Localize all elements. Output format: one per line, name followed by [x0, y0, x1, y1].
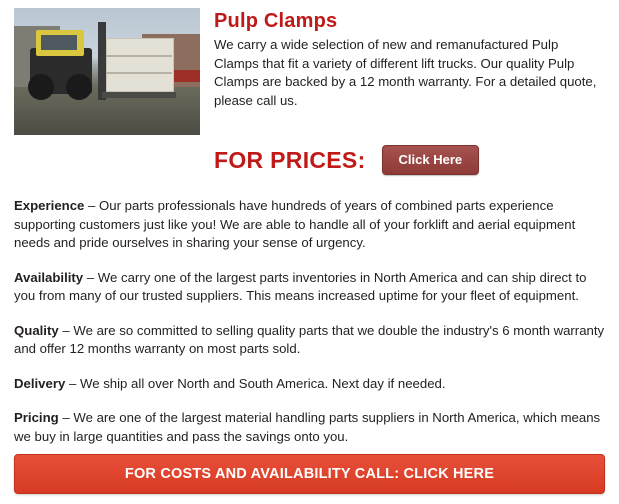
header-section — [14, 0, 605, 135]
benefit-paragraph — [14, 197, 605, 253]
benefit-lead: Availability — [14, 269, 84, 285]
benefit-text: – We are so committed to selling quality parts that we double the industry's 6 month warranty and offer 12 months warranty on most parts sold. — [14, 322, 605, 356]
benefit-text: – Our parts professionals have hundreds of years of combined parts experience supporting customers just like you! We are able to handle all of your forklift and aerial equipment needs and pride ourselves in sharing your sense of urgency. — [14, 198, 576, 250]
benefit-text: – We carry one of the largest parts inventories in North America and can ship direct to you from many of our trusted suppliers. This means increased uptime for your fleet of equipment. — [14, 269, 587, 303]
forklift-cab-glass — [41, 35, 77, 50]
intro-paragraph: We carry a wide selection of new and remanufactured Pulp Clamps that fit a variety of different lift trucks. Our quality Pulp Clamps are backed by a 12 month warranty. For a detailed quote, please call us. — [214, 37, 597, 108]
pulp-load-seam-2 — [106, 72, 172, 74]
forklift-wheel-rear — [28, 74, 54, 100]
for-prices-label: FOR PRICES: — [214, 146, 366, 173]
forklift-mast — [98, 22, 106, 100]
benefit-paragraph — [14, 269, 605, 306]
benefit-lead: Quality — [14, 322, 59, 338]
page-title: Pulp Clamps — [214, 10, 338, 32]
pulp-load-seam-1 — [106, 55, 172, 57]
click-here-button[interactable]: Click Here — [382, 145, 480, 175]
cta-banner-button[interactable]: FOR COSTS AND AVAILABILITY CALL: CLICK HERE — [14, 454, 605, 494]
benefits-list — [14, 197, 605, 446]
benefit-text: – We ship all over North and South America. Next day if needed. — [65, 375, 446, 391]
header-text-block — [200, 8, 605, 110]
benefit-paragraph — [14, 409, 605, 446]
benefit-lead: Delivery — [14, 375, 66, 391]
benefit-text: – We are one of the largest material handling parts suppliers in North America, which means we buy in large quantities and pass the savings onto you. — [14, 410, 601, 444]
forklift-wheel-front — [66, 74, 92, 100]
product-photo — [14, 8, 200, 135]
clamp-arms — [102, 92, 176, 98]
benefit-lead: Pricing — [14, 410, 59, 425]
pulp-load — [106, 38, 174, 92]
benefit-paragraph — [14, 375, 605, 394]
benefit-lead: Experience — [14, 198, 85, 213]
benefit-paragraph — [14, 322, 605, 359]
for-prices-row — [14, 145, 605, 175]
